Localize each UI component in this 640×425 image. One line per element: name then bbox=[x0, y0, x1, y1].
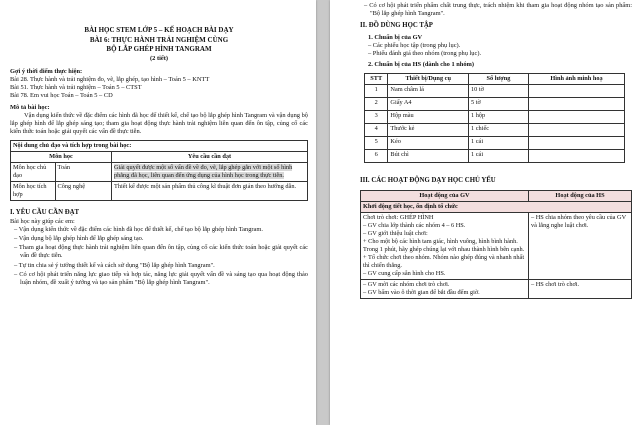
col-requirement: Yêu cầu cần đạt bbox=[111, 152, 307, 163]
suggest-label: Gợi ý thời điểm thực hiện: bbox=[10, 67, 83, 75]
table-row: 6 Bút chì 1 cái bbox=[365, 150, 625, 163]
table-row bbox=[361, 212, 632, 279]
suggest-item: Bài 78. Em vui học Toán – Toán 5 – CD bbox=[10, 92, 113, 100]
list-item: – Vận dụng kiến thức về đặc điểm các hình đã học để thiết kế, chế tạo bộ lắp ghép hình Tangram. bbox=[14, 225, 263, 233]
table-row: 3 Hộp màu 1 hộp bbox=[365, 111, 625, 124]
suggest-item: Bài 28. Thực hành và trải nghiệm đo, vẽ, lắp ghép, tạo hình – Toán 5 – KNTT bbox=[10, 75, 210, 83]
desc-text: Vận dụng kiến thức về đặc điểm các hình đã học để thiết kế, chế tạo bộ lắp ghép hình Tangram và vận dụng bộ lắp ghép hình để lắp ghép sáng tạo; tham gia hoạt động thực hành trải nghiệm liên quan đến ôn tập, củng cố các kiến thức toán hoặc giải quyết các vấn đề thực tiễn. bbox=[10, 111, 308, 136]
col-hs-activity: Hoạt động của HS bbox=[529, 190, 632, 201]
col-gv-activity: Hoạt động của GV bbox=[361, 190, 529, 201]
start-label: Khởi động tiết học, ổn định tổ chức bbox=[361, 201, 632, 212]
hs-activity-cell: – HS chơi trò chơi. bbox=[529, 279, 632, 298]
list-item: – Vận dụng bộ lắp ghép hình để lắp ghép sáng tạo. bbox=[14, 234, 144, 242]
col-quantity: Số lượng bbox=[469, 74, 529, 85]
suggest-item: Bài 51. Thực hành và trải nghiệm – Toán 5 – CTST bbox=[10, 84, 142, 92]
row-role: Môn học chủ đạo bbox=[11, 163, 56, 182]
col-subject: Môn học bbox=[11, 152, 112, 163]
table-row: 4 Thước kẻ 1 chiếc bbox=[365, 124, 625, 137]
row-requirement bbox=[111, 163, 307, 182]
hs-activity-cell: – HS chia nhóm theo yêu cầu của GV và lắng nghe luật chơi. bbox=[529, 212, 632, 279]
gv-activity-cell: – GV mời các nhóm chơi trò chơi. – GV bấm vào ô thời gian để bắt đầu đếm giờ. bbox=[361, 279, 529, 298]
activities-table bbox=[360, 190, 632, 299]
materials-table bbox=[364, 73, 625, 163]
section-3-heading: III. CÁC HOẠT ĐỘNG DẠY HỌC CHỦ YẾU bbox=[360, 177, 496, 185]
lesson-title: BÀI 6: THỰC HÀNH TRẢI NGHIỆM CÙNG bbox=[89, 35, 229, 44]
list-item: – Tự tin chia sẻ ý tưởng thiết kế và cách sử dụng "Bộ lắp ghép hình Tangram". bbox=[14, 261, 215, 269]
table-row bbox=[11, 182, 308, 201]
desc-label: Mô tả bài học: bbox=[10, 103, 50, 111]
col-stt: STT bbox=[365, 74, 388, 85]
list-item: – Các phiếu học tập (trong phụ lục). bbox=[368, 41, 461, 49]
col-device: Thiết bị/Dụng cụ bbox=[388, 74, 469, 85]
col-image: Hình ảnh minh hoạ bbox=[528, 74, 624, 85]
list-item: – Phiếu đánh giá theo nhóm (trong phụ lục). bbox=[368, 50, 482, 58]
row-subject: Toán bbox=[55, 163, 111, 182]
row-requirement: Thiết kế được một sản phẩm thủ công kĩ thuật đơn giản theo hướng dẫn. bbox=[111, 182, 307, 201]
table-row bbox=[11, 163, 308, 182]
doc-header: BÀI HỌC STEM LỚP 5 – KẾ HOẠCH BÀI DẠY bbox=[84, 26, 234, 34]
list-item: – Tham gia hoạt động thực hành trải nghiệm liên quan đến ôn tập, củng cố các kiến thức toán hoặc giải quyết các vấn đề thực tiễn. bbox=[14, 244, 308, 260]
table-row: 1 Nam châm lá 10 tờ bbox=[365, 85, 625, 98]
list-item: – Có cơ hội phát triển phẩm chất trung thực, trách nhiệm khi tham gia hoạt động nhóm tạo sản phẩm: "Bộ lắp ghép hình Tangram". bbox=[364, 2, 633, 18]
row-subject: Công nghệ bbox=[55, 182, 111, 201]
gv-prep-label: 1. Chuẩn bị của GV bbox=[368, 33, 423, 41]
document-page-right bbox=[330, 0, 640, 425]
list-item: – Có cơ hội phát triển năng lực giao tiếp và hợp tác, năng lực giải quyết vấn đề và sáng tạo qua hoạt động thảo luận nhóm, đề xuất ý tưởng và tạo sản phẩm "Bộ lắp ghép hình Tangram". bbox=[14, 270, 308, 286]
section-1-intro: Bài học này giúp các em: bbox=[10, 217, 75, 225]
lesson-title-2: BỘ LẮP GHÉP HÌNH TANGRAM bbox=[106, 45, 212, 53]
highlighted-text: Giải quyết được một số vấn đề về đo, vẽ, lắp ghép gắn với một số hình phẳng đã học, liên quan đến ứng dụng của hình học trong thực tiễn. bbox=[113, 164, 293, 180]
section-2-heading: II. ĐỒ DÙNG HỌC TẬP bbox=[360, 22, 433, 30]
document-page-left bbox=[0, 0, 316, 425]
row-role: Môn học tích hợp bbox=[11, 182, 56, 201]
table-row: 2 Giấy A4 5 tờ bbox=[365, 98, 625, 111]
knowledge-caption: Nội dung chủ đạo và tích hợp trong bài học: bbox=[11, 141, 308, 152]
knowledge-table bbox=[10, 140, 308, 201]
table-row: 5 Kéo 1 cái bbox=[365, 137, 625, 150]
section-1-heading: I. YÊU CẦU CẦN ĐẠT bbox=[10, 209, 80, 217]
hs-prep-label: 2. Chuẩn bị của HS (dành cho 1 nhóm) bbox=[368, 61, 475, 69]
table-row bbox=[361, 279, 632, 298]
lesson-duration: (2 tiết) bbox=[150, 54, 168, 62]
gv-activity-cell: Chơi trò chơi: GHÉP HÌNH – GV chia lớp thành các nhóm 4 – 6 HS. – GV giới thiệu luật chơi: + Cho một bộ các hình tam giác, hình vuông, hình bình hành. Trong 1 phút, hãy ghép chúng lại với nhau thành hình bên cạnh. + Tổ chức chơi theo nhóm. Nhóm nào ghép đúng và nhanh nhất thì chiến thắng. – GV cung cấp sẵn hình cho HS. bbox=[361, 212, 529, 279]
